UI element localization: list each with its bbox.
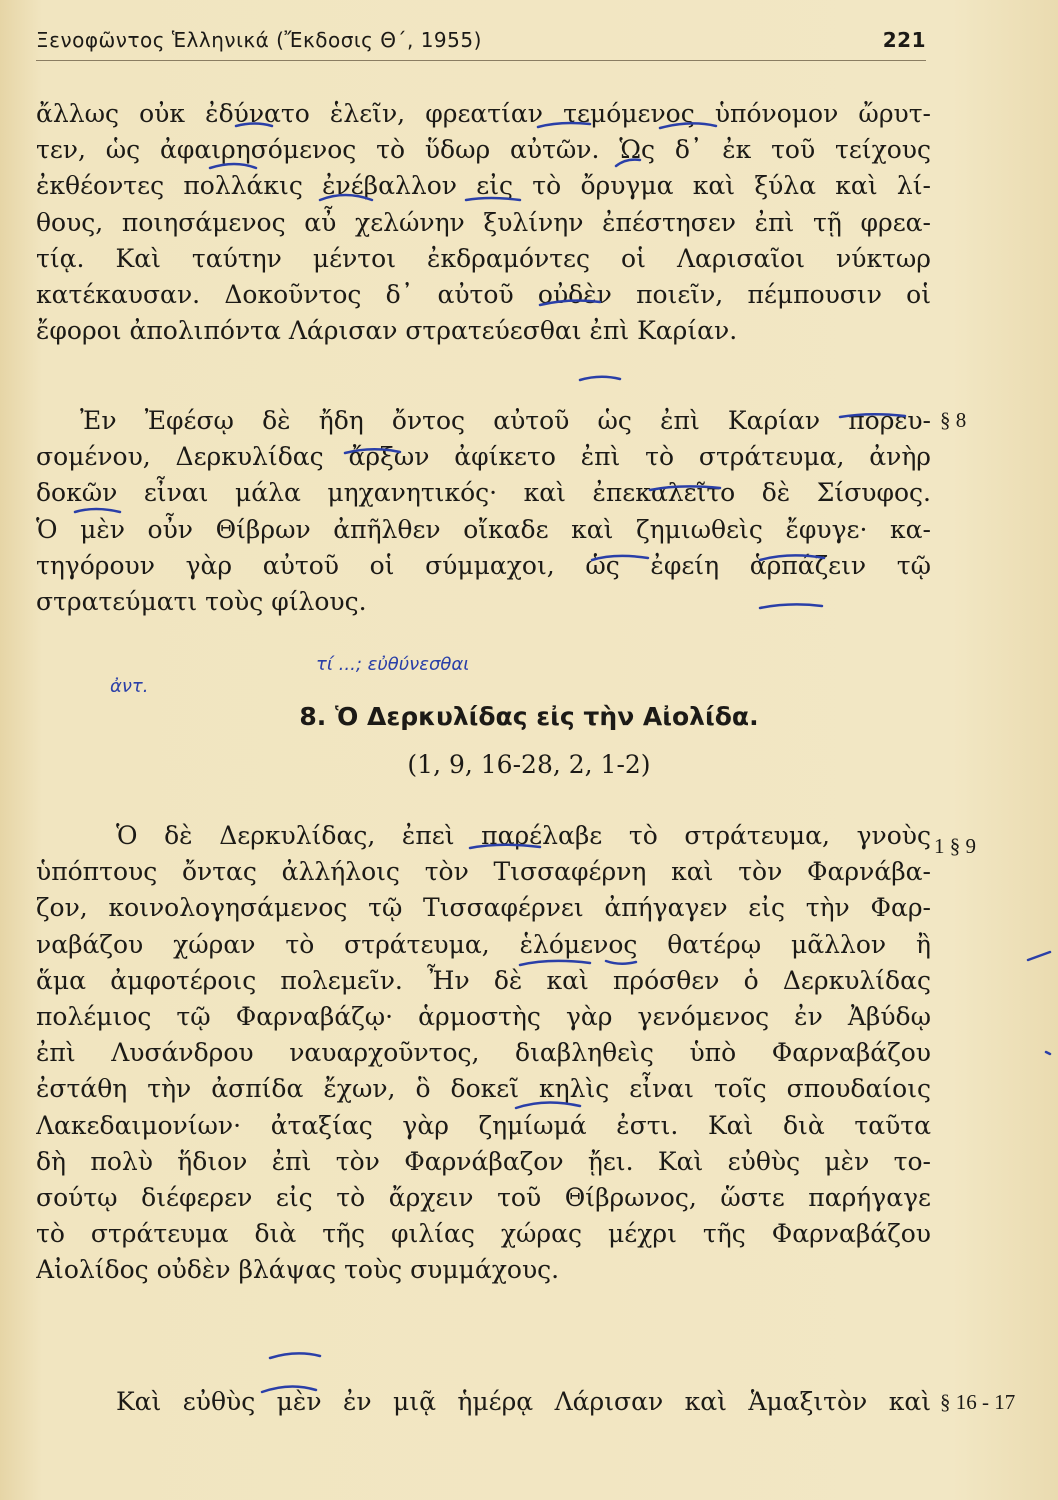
pen-underline: [650, 486, 720, 490]
pen-underline: [760, 555, 824, 560]
pen-underline: [75, 509, 120, 512]
text-line: ἔφοροι ἀπολιπόντα Λάρισαν στρατεύεσθαι ἐπὶ Καρίαν.: [36, 316, 738, 346]
text-line: κατέκαυσαν. Δοκοῦντος δ᾿ αὐτοῦ οὐδὲν ποιεῖν, πέμπουσιν οἱ: [36, 279, 931, 309]
pen-underline: [616, 160, 640, 166]
page-number: 221: [882, 28, 926, 52]
text-line: ὑπόπτους ὄντας ἀλλήλοις τὸν Τισσαφέρνη καὶ τὸν Φαρνάβα-: [36, 857, 931, 887]
section-title: 8. Ὁ Δερκυλίδας εἰς τὴν Αἰολίδα.: [299, 702, 759, 731]
pen-underline: [540, 301, 600, 305]
pen-underline: [270, 1353, 320, 1358]
text-line: στρατεύματι τοὺς φίλους.: [36, 586, 367, 616]
text-line: Καὶ εὐθὺς μὲν ἐν μιᾷ ἡμέρᾳ Λάρισαν καὶ Ἁμαξιτὸν καὶ: [116, 1387, 931, 1416]
pen-mark: [1046, 1052, 1050, 1054]
text-line: ἐστάθη τὴν ἀσπίδα ἔχων, ὃ δοκεῖ κηλὶς εἶναι τοῖς σπουδαίοις: [36, 1074, 931, 1104]
text-line: τίᾳ. Καὶ ταύτην μέντοι ἐκδραμόντες οἱ Λαρισαῖοι νύκτωρ: [36, 243, 931, 273]
pen-underline: [345, 449, 400, 453]
pen-underline: [470, 845, 540, 848]
text-line: πολέμιος τῷ Φαρναβάζῳ· ἁρμοστὴς γὰρ γενόμενος ἐν Ἀβύδῳ: [36, 1001, 931, 1031]
pen-underline: [516, 1102, 580, 1108]
pen-underline: [538, 123, 590, 127]
text-line: ἅμα ἀμφοτέροις πολεμεῖν. Ἦν δὲ καὶ πρόσθεν ὁ Δερκυλίδας: [36, 965, 931, 995]
pen-underline: [262, 1386, 316, 1392]
pen-underline: [520, 961, 590, 965]
pen-underline: [210, 164, 256, 168]
text-line: σούτῳ διέφερεν εἰς τὸ ἄρχειν τοῦ Θίβρωνος, ὥστε παρήγαγε: [36, 1182, 931, 1212]
pen-underline: [840, 414, 905, 417]
section-reference: (1, 9, 16-28, 2, 1-2): [407, 750, 651, 779]
text-line: δοκῶν εἶναι μάλα μηχανητικός· καὶ ἐπεκαλεῖτο δὲ Σίσυφος.: [36, 478, 931, 508]
pen-underline: [236, 124, 272, 127]
text-line: δὴ πολὺ ἥδιον ἐπὶ τὸν Φαρνάβαζον ᾔει. Καὶ εὐθὺς μὲν το-: [36, 1146, 931, 1176]
handwritten-note: ἀντ.: [110, 676, 149, 697]
text-line: τεν, ὡς ἀφαιρησόμενος τὸ ὕδωρ αὐτῶν. Ὡς δ᾿ ἐκ τοῦ τείχους: [36, 135, 931, 165]
text-line: ἐκθέοντες πολλάκις ἐνέβαλλον εἰς τὸ ὄρυγμα καὶ ξύλα καὶ λί-: [36, 171, 931, 201]
text-line: Αἰολίδος οὐδὲν βλάψας τοὺς συμμάχους.: [36, 1255, 560, 1285]
text-line: τηγόρουν γὰρ αὐτοῦ οἱ σύμμαχοι, ὡς ἐφείη ἁρπάζειν τῷ: [36, 550, 931, 580]
pen-underline: [580, 377, 620, 380]
text-line: Ἐν Ἐφέσῳ δὲ ἤδη ὄντος αὐτοῦ ὡς ἐπὶ Καρίαν πορευ-: [80, 406, 931, 435]
running-title: Ξενοφῶντος Ἑλληνικά (Ἔκδοσις Θ΄, 1955): [36, 28, 482, 52]
pen-underline: [760, 604, 822, 608]
handwritten-note: τί ...; εὐθύνεσθαι: [316, 654, 470, 675]
text-line: Ὁ δὲ Δερκυλίδας, ἐπεὶ παρέλαβε τὸ στράτευμα, γνοὺς: [116, 821, 931, 850]
pen-underline: [660, 123, 716, 128]
text-line: ἄλλως οὐκ ἐδύνατο ἑλεῖν, φρεατίαν τεμόμενος ὑπόνομον ὤρυτ-: [36, 99, 931, 128]
text-line: ναβάζου χώραν τὸ στράτευμα, ἑλόμενος θατέρῳ μᾶλλον ἢ: [36, 929, 931, 959]
margin-section-ref: § 8: [940, 408, 967, 432]
text-line: θους, ποιησάμενος αὖ χελώνην ξυλίνην ἐπέστησεν ἐπὶ τῇ φρεα-: [36, 207, 931, 237]
text-line: ζον, κοινολογησάμενος τῷ Τισσαφέρνει ἀπήγαγεν εἰς τὴν Φαρ-: [36, 893, 931, 923]
margin-section-ref: 1 § 9: [934, 834, 976, 858]
text-line: Ὁ μὲν οὖν Θίβρων ἀπῆλθεν οἴκαδε καὶ ζημιωθεὶς ἔφυγε· κα-: [36, 514, 931, 544]
pen-underline: [320, 195, 372, 200]
margin-section-ref: § 16 - 17: [940, 1390, 1016, 1414]
text-line: τὸ στράτευμα διὰ τῆς φιλίας χώρας μέχρι τῆς Φαρναβάζου: [36, 1219, 931, 1249]
pen-underline: [466, 198, 520, 200]
pen-underline: [592, 556, 648, 560]
pen-underline: [606, 961, 636, 964]
text-line: ἐπὶ Λυσάνδρου ναυαρχοῦντος, διαβληθεὶς ὑπὸ Φαρναβάζου: [36, 1038, 931, 1068]
pen-mark: [1028, 952, 1050, 960]
text-line: Λακεδαιμονίων· ἀταξίας γὰρ ζημίωμά ἐστι. Καὶ διὰ ταῦτα: [36, 1110, 931, 1140]
text-line: σομένου, Δερκυλίδας ἄρξων ἀφίκετο ἐπὶ τὸ στράτευμα, ἀνὴρ: [36, 442, 931, 472]
